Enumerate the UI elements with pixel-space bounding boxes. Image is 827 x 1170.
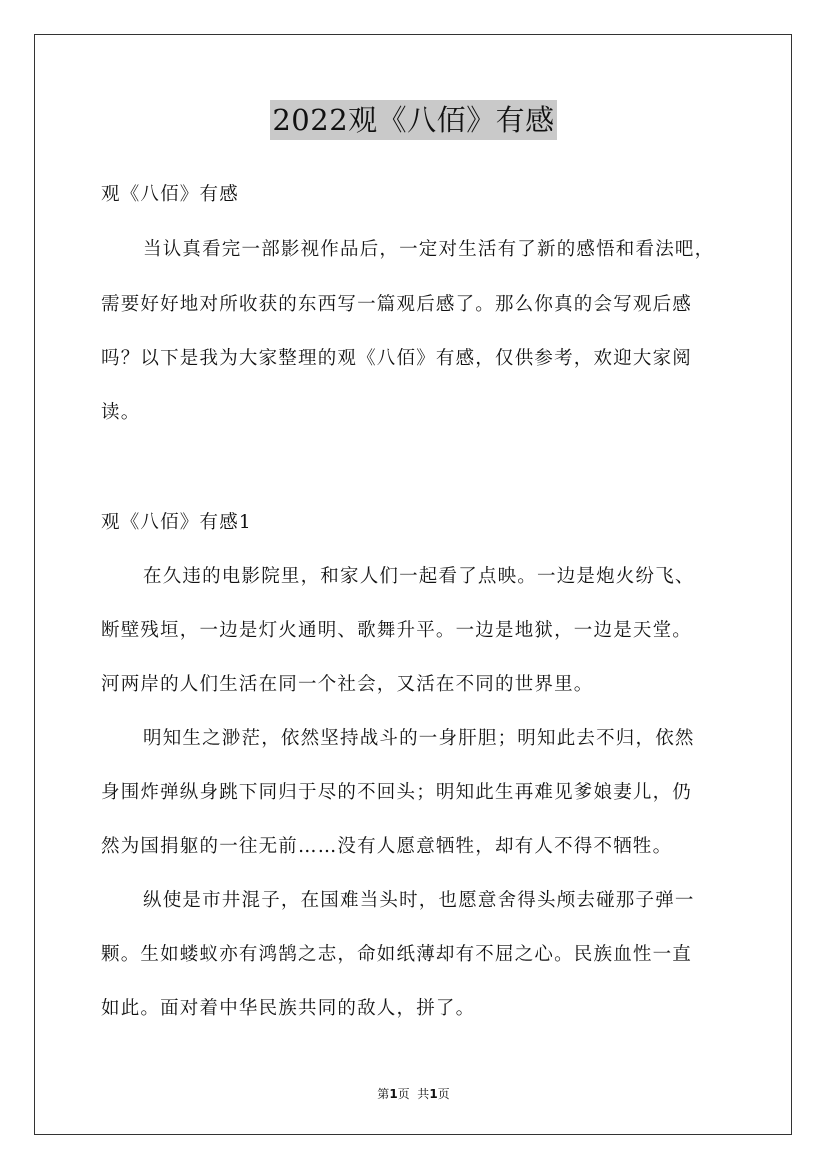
paragraph-line: 颗。生如蝼蚁亦有鸿鹄之志，命如纸薄却有不屈之心。民族血性一直	[101, 944, 693, 965]
paragraph-line: 身围炸弹纵身跳下同归于尽的不回头；明知此生再难见爹娘妻儿，仍	[101, 782, 693, 803]
page-number-prefix: 第	[377, 1087, 390, 1101]
paragraph-line: 需要好好地对所收获的东西写一篇观后感了。那么你真的会写观后感	[101, 294, 693, 315]
section-heading-intro: 观《八佰》有感	[101, 184, 239, 205]
page-footer	[0, 1085, 827, 1102]
title-container	[0, 100, 827, 140]
paragraph-line: 如此。面对着中华民族共同的敌人，拼了。	[101, 998, 476, 1019]
page-number-suffix: 页	[437, 1087, 450, 1101]
paragraph-line: 吗？以下是我为大家整理的观《八佰》有感，仅供参考，欢迎大家阅	[101, 348, 693, 369]
paragraph-line: 然为国捐躯的一往无前……没有人愿意牺牲，却有人不得不牺牲。	[101, 836, 673, 857]
paragraph-line: 纵使是市井混子，在国难当头时，也愿意舍得头颅去碰那子弹一	[143, 890, 695, 911]
section-heading-1: 观《八佰》有感1	[101, 512, 252, 533]
paragraph-line: 当认真看完一部影视作品后，一定对生活有了新的感悟和看法吧，	[143, 239, 715, 260]
page-number-mid: 页 共	[397, 1087, 430, 1101]
paragraph-line: 河两岸的人们生活在同一个社会，又活在不同的世界里。	[101, 674, 594, 695]
paragraph-line: 在久违的电影院里，和家人们一起看了点映。一边是炮火纷飞、	[143, 566, 695, 587]
paragraph-line: 断壁残垣，一边是灯火通明、歌舞升平。一边是地狱，一边是天堂。	[101, 620, 693, 641]
page-number-current: 1	[389, 1087, 398, 1101]
paragraph-line: 读。	[101, 402, 141, 423]
document-title: 2022观《八佰》有感	[270, 100, 556, 140]
page-number-total: 1	[429, 1087, 438, 1101]
paragraph-line: 明知生之渺茫，依然坚持战斗的一身肝胆；明知此去不归，依然	[143, 728, 695, 749]
